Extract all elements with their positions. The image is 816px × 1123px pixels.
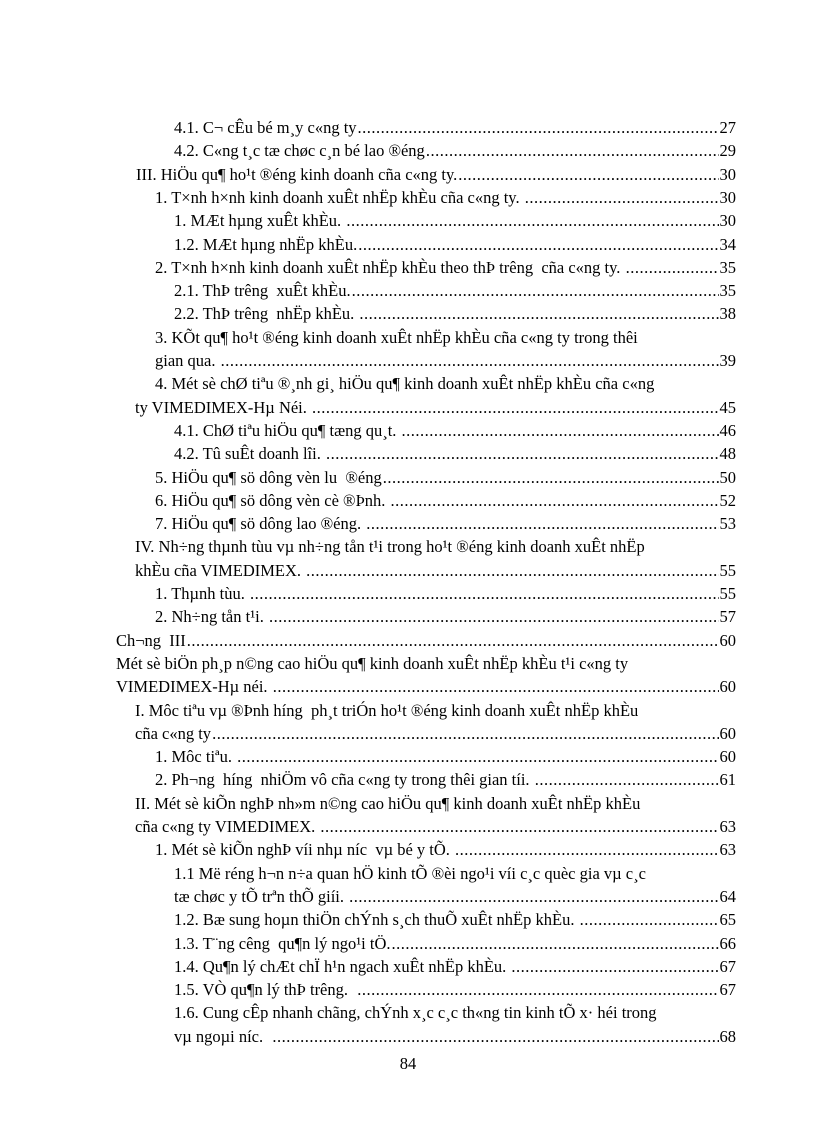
toc-entry [135,700,736,722]
dot-leader [346,210,718,232]
toc-entry-page: 45 [719,397,736,417]
toc-entry-page: 35 [719,281,736,301]
toc-entry [174,280,736,302]
toc-entry [155,839,736,861]
toc-entry [174,210,736,232]
toc-entry-page: 68 [719,1026,736,1046]
toc-entry-title: 6. HiÖu qu¶ sö dông vèn cè ®Þnh. [155,490,390,510]
toc-entry [155,187,736,209]
toc-entry-page: 35 [719,257,736,277]
toc-entry [155,746,736,768]
toc-entry-page: 60 [719,677,736,697]
toc-entry [174,140,736,162]
toc-entry [155,769,736,791]
toc-entry-title: 2.1. ThÞ trêng xuÊt khÈu. [174,281,351,301]
dot-leader [273,676,719,698]
toc-entry-title: 4.1. ChØ tiªu hiÖu qu¶ tæng qu¸t. [174,420,401,440]
toc-entry-page: 61 [719,770,736,790]
dot-leader [359,303,718,325]
toc-entry-title: Ch¬ng III [116,630,186,650]
toc-entry-page: 66 [719,933,736,953]
dot-leader [580,909,719,931]
dot-leader [391,490,719,512]
dot-leader [250,583,719,605]
toc-entry [135,793,736,815]
toc-entry-page: 46 [719,420,736,440]
toc-entry-title: 7. HiÖu qu¶ sö dông lao ®éng. [155,514,366,534]
toc-entry [155,583,736,605]
toc-entry-title: 1.1 Më réng h¬n n÷a quan hÖ kinh tÕ ®èi ngo¹i víi c¸c quèc gia vµ c¸c [174,863,646,883]
toc-entry [155,467,736,489]
toc-entry [174,863,736,885]
toc-entry-title: Mét sè biÖn ph¸p n©ng cao hiÖu qu¶ kinh doanh xuÊt nhËp khÈu t¹i c«ng ty [116,653,629,673]
toc-entry [174,909,736,931]
page-number: 84 [399,1054,417,1073]
toc-entry [174,1026,736,1048]
toc-entry-title: 1.4. Qu¶n lý chÆt chÏ h¹n ngach xuÊt nhËp khÈu. [174,956,511,976]
toc-entry-page: 64 [719,886,736,906]
toc-entry-title: 4.2. C«ng t¸c tæ chøc c¸n bé lao ®éng [174,141,425,161]
dot-leader [221,350,719,372]
toc-entry-title: 1. T×nh h×nh kinh doanh xuÊt nhËp khÈu cña c«ng ty. [155,187,524,207]
toc-entry [174,420,736,442]
toc-entry-title: VIMEDIMEX-Hµ néi. [116,677,272,697]
toc-entry-page: 55 [719,560,736,580]
toc-entry-page: 34 [719,234,736,254]
toc-entry-title: 2.2. ThÞ trêng nhËp khÈu. [174,304,359,324]
dot-leader [326,443,719,465]
toc-entry-title: 1.6. Cung cÊp nhanh chãng, chÝnh x¸c c¸c th«ng tin kinh tÕ x· héi trong [174,1003,657,1023]
dot-leader [426,140,719,162]
toc-entry [155,606,736,628]
dot-leader [358,234,718,256]
toc-entry-title: cña c«ng ty [135,723,212,743]
toc-entry [135,560,736,582]
toc-entry-title: 1.2. Bæ sung hoµn thiÖn chÝnh s¸ch thuÕ xuÊt nhËp khÈu. [174,910,579,930]
toc-entry-page: 27 [719,118,736,137]
toc-entry-title: 1.2. MÆt hµng nhËp khÈu. [174,234,358,254]
toc-entry-title: 2. Nh÷ng tån t¹i. [155,607,268,627]
toc-entry [135,723,736,745]
dot-leader [357,979,718,1001]
toc-entry-page: 67 [719,980,736,1000]
toc-entry [116,653,736,675]
dot-leader [366,513,718,535]
dot-leader [306,560,718,582]
toc-entry-title: khÈu cña VIMEDIMEX. [135,560,306,580]
toc-entry-page: 55 [719,584,736,603]
toc-entry [174,234,736,256]
toc-entry [155,257,736,279]
toc-entry-title: 1. Môc tiªu. [155,747,237,767]
toc-entry [155,350,736,372]
toc-entry [174,303,736,325]
toc-entry-title: 1.3. T¨ng cêng qu¶n lý ngo¹i tÖ. [174,933,391,953]
toc-entry-title: 2. Ph¬ng híng nhiÖm vô cña c«ng ty trong thêi gian tíi. [155,770,534,790]
toc-entry-page: 67 [719,956,736,976]
toc-entry-title: vµ ngoµi níc. [174,1026,272,1046]
toc-entry-title: ty VIMEDIMEX-Hµ Néi. [135,397,312,417]
dot-leader [212,723,718,745]
toc-entry-title: 2. T×nh h×nh kinh doanh xuÊt nhËp khÈu theo thÞ trêng cña c«ng ty. [155,257,625,277]
dot-leader [525,187,719,209]
toc-entry-page: 57 [719,607,736,627]
toc-entry-page: 60 [719,723,736,743]
toc-entry-page: 52 [719,490,736,510]
toc-entry-title: 5. HiÖu qu¶ sö dông vèn lu ®éng [155,467,382,487]
dot-leader [237,746,718,768]
toc-entry-page: 50 [719,467,736,487]
toc-entry-page: 48 [719,444,736,464]
toc-entry [116,676,736,698]
dot-leader [320,816,718,838]
toc-entry-page: 53 [719,514,736,534]
toc-entry [174,979,736,1001]
toc-entry [174,1002,736,1024]
dot-leader [358,117,719,139]
toc-entry-page: 38 [719,304,736,324]
toc-entry-title: 4. Mét sè chØ tiªu ®¸nh gi¸ hiÖu qu¶ kinh doanh xuÊt nhËp khÈu cña c«ng [155,374,655,394]
dot-leader [511,956,718,978]
toc-entry-title: tæ chøc y tÕ trªn thÕ giíi. [174,886,349,906]
toc-entry-title: 3. KÕt qu¶ ho¹t ®éng kinh doanh xuÊt nhËp khÈu cña c«ng ty trong thêi [155,327,638,347]
dot-leader [272,1026,718,1048]
toc-entry [155,490,736,512]
dot-leader [187,630,719,652]
toc-entry [174,117,736,139]
toc-entry-title: IV. Nh÷ng thµnh tùu vµ nh÷ng tån t¹i trong ho¹t ®éng kinh doanh xuÊt nhËp [135,537,645,557]
toc-entry-title: 4.1. C¬ cÊu bé m¸y c«ng ty [174,118,357,137]
toc-entry [135,536,736,558]
dot-leader [269,606,719,628]
toc-entry-title: 1. MÆt hµng xuÊt khÈu. [174,211,346,231]
toc-entry [135,816,736,838]
dot-leader [458,164,718,186]
toc-entry-title: cña c«ng ty VIMEDIMEX. [135,817,320,836]
toc-entry [174,443,736,465]
toc-entry [116,630,736,652]
toc-entry-page: 30 [719,164,736,184]
toc-entry-page: 39 [719,351,736,370]
toc-entry [155,513,736,535]
dot-leader [392,933,719,955]
toc-entry-title: gian qua. [155,351,220,370]
toc-entry [155,327,736,349]
dot-leader [535,769,719,791]
toc-entry-title: 4.2. Tû suÊt doanh lîi. [174,444,325,464]
toc-entry-page: 29 [719,141,736,161]
toc-entry-title: II. Mét sè kiÕn nghÞ nh»m n©ng cao hiÖu qu¶ kinh doanh xuÊt nhËp khÈu [135,793,641,813]
toc-entry [174,933,736,955]
dot-leader [402,420,719,442]
dot-leader [383,467,719,489]
toc-entry-title: 1.5. VÒ qu¶n lý thÞ trêng. [174,980,357,1000]
toc-entry-title: III. HiÖu qu¶ ho¹t ®éng kinh doanh cña c«ng ty. [136,164,458,184]
toc-entry-title: 1. Thµnh tùu. [155,584,249,603]
dot-leader [349,886,718,908]
toc-entry [136,164,736,186]
dot-leader [312,397,718,419]
dot-leader [626,257,719,279]
toc-entry-page: 63 [719,817,736,836]
toc-entry [135,397,736,419]
toc-entry [174,886,736,908]
toc-entry-page: 30 [719,211,736,231]
dot-leader [455,839,718,861]
toc-entry-page: 60 [719,630,736,650]
toc-entry-page: 30 [719,187,736,207]
toc-entry [174,956,736,978]
toc-entry-page: 63 [719,840,736,860]
dot-leader [352,280,719,302]
toc-entry-title: 1. Mét sè kiÕn nghÞ víi nhµ níc vµ bé y tÕ. [155,840,455,860]
toc-entry [155,373,736,395]
toc-entry-page: 60 [719,747,736,767]
toc-entry-title: I. Môc tiªu vµ ®Þnh híng ph¸t triÓn ho¹t ®éng kinh doanh xuÊt nhËp khÈu [135,700,639,720]
toc-entry-page: 65 [719,910,736,930]
